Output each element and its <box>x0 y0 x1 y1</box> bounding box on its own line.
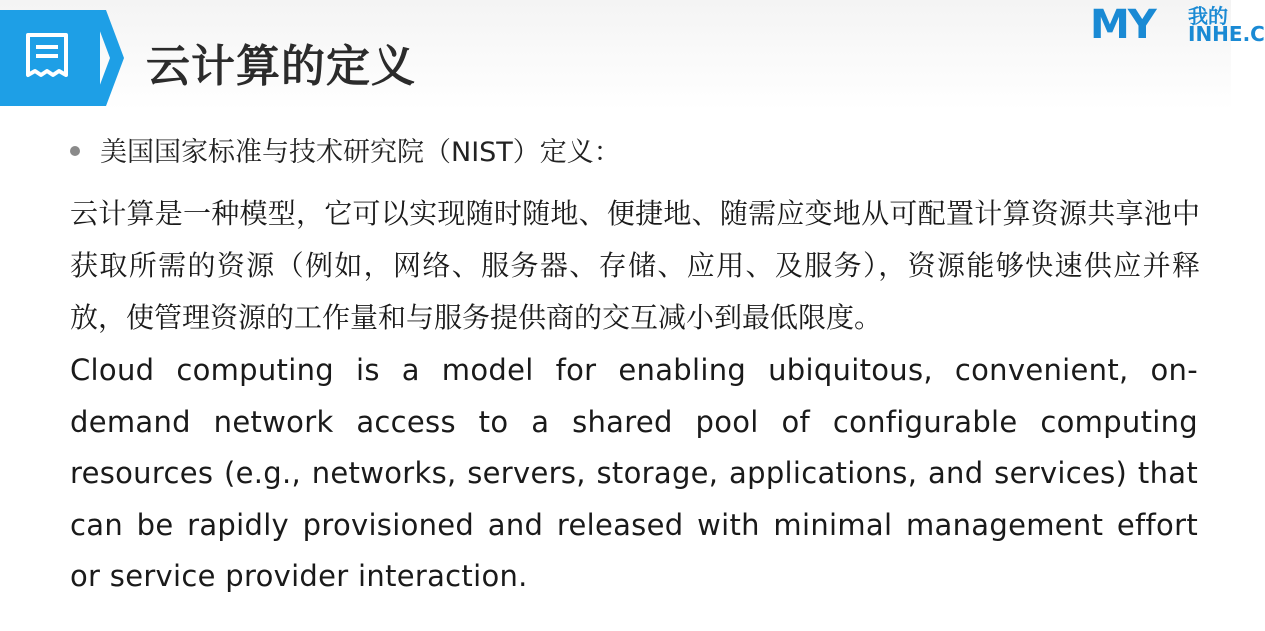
logo-en-text: INHE.C <box>1188 22 1265 46</box>
bullet-item <box>70 130 621 169</box>
document-list-icon <box>22 32 72 84</box>
page-title: 云计算的定义 <box>146 41 416 92</box>
brand-logo <box>1090 0 1265 48</box>
logo-mark: MY <box>1090 2 1155 48</box>
chevron-right-icon <box>92 10 126 106</box>
bullet-text: 美国国家标准与技术研究院（NIST）定义： <box>100 137 621 168</box>
definition-chinese: 云计算是一种模型，它可以实现随时随地、便捷地、随需应变地从可配置计算资源共享池中获取所需的资源（例如，网络、服务器、存储、应用、及服务），资源能够快速供应并释放，使管理资源的工作量和与服务提供商的交互减小到最低限度。 <box>70 197 1200 334</box>
title-icon-block <box>0 10 100 106</box>
bullet-dot-icon <box>70 146 80 156</box>
definition-english: Cloud computing is a model for enabling ubiquitous, convenient, on-demand network access to a shared pool of configurable computing resources (e.g., networks, servers, storage, applications, and services) that can be rapidly provisioned and released with minimal management effort or service provider interaction. <box>70 353 1198 593</box>
logo-cn-text: 我的 <box>1188 4 1228 28</box>
